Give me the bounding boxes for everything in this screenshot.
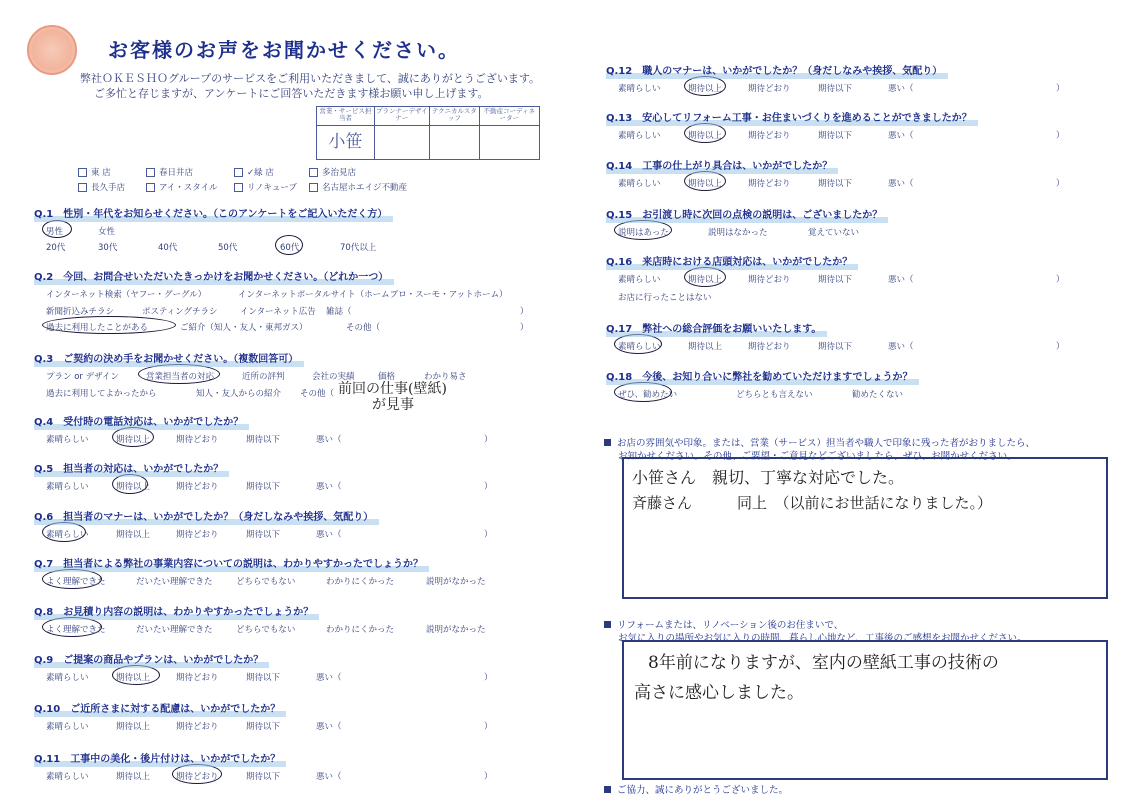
question-1: Q.1 性別・年代をお知らせください。（このアンケートをご記入いただく方） xyxy=(34,205,387,220)
answer-option[interactable]: 期待以下 xyxy=(246,722,281,732)
answer-option[interactable]: 期待以下 xyxy=(818,275,853,285)
after-reform-label-2: お気に入りの場所やお気に入りの時間、暮らし心地など、工事後のご感想をお聞かせください。 xyxy=(618,633,1027,644)
page-title: お客様のお声をお聞かせください。 xyxy=(108,38,460,62)
answer-option[interactable]: 素晴らしい xyxy=(618,342,661,352)
answer-option[interactable]: だいたい理解できた xyxy=(136,577,213,587)
answer-option[interactable]: ） xyxy=(484,772,493,782)
option[interactable]: プラン or デザイン xyxy=(46,372,120,382)
intro-line-2: ご多忙と存じますが、アンケートにご回答いただきます様お願い申し上げます。 xyxy=(94,87,489,100)
answer-option[interactable]: どちらでもない xyxy=(236,625,296,635)
question-11: Q.11 工事中の美化・後片付けは、いかがでしたか？ xyxy=(34,750,280,765)
answer-option[interactable]: 期待以上 xyxy=(688,84,723,94)
answer-option[interactable]: 悪い（ xyxy=(888,275,914,285)
answer-option[interactable]: 期待以上 xyxy=(688,131,723,141)
answer-option[interactable]: 覚えていない xyxy=(808,228,860,238)
option-age[interactable]: 30代 xyxy=(98,243,118,253)
answer-option[interactable]: 期待どおり xyxy=(748,179,791,189)
answer-option[interactable]: 期待以下 xyxy=(818,131,853,141)
answer-circle xyxy=(42,522,86,542)
question-10: Q.10 ご近所さまに対する配慮は、いかがでしたか？ xyxy=(34,700,280,715)
answer-option[interactable]: 期待以下 xyxy=(818,342,853,352)
answer-option[interactable]: 素晴らしい xyxy=(46,482,89,492)
answer-option[interactable]: だいたい理解できた xyxy=(136,625,213,635)
option[interactable]: インターネット検索（ヤフー・グーグル） xyxy=(46,290,207,300)
answer-option[interactable]: 素晴らしい xyxy=(46,530,89,540)
option[interactable]: ポスティングチラシ xyxy=(142,307,218,317)
company-seal xyxy=(27,25,77,75)
answer-option[interactable]: ） xyxy=(1056,84,1065,94)
answer-circle xyxy=(42,220,72,238)
answer-option[interactable]: ぜひ、勧めたい xyxy=(618,390,678,400)
question-15: Q.15 お引渡し時に次回の点検の説明は、ございましたか？ xyxy=(606,206,882,221)
option[interactable]: わかり易さ xyxy=(424,372,467,382)
free-comment-label: お店の雰囲気や印象。または、営業（サービス）担当者や職人で印象に残った者がおりましたら、 xyxy=(604,435,1035,449)
answer-circle xyxy=(112,665,160,685)
answer-option[interactable]: 期待以上 xyxy=(116,673,151,683)
free-comment-label-2: お知かせください。その他、ご要望・ご意見などございましたら、ぜひ、お聞かせください。 xyxy=(618,451,1017,462)
handwritten-comment: 斉藤さん 同上 （以前にお世話になりました。） xyxy=(632,494,993,512)
answer-option[interactable]: ） xyxy=(484,482,493,492)
answer-circle xyxy=(138,364,220,384)
staff-col-tech: テクニカルスタッフ xyxy=(429,107,479,126)
question-12: Q.12 職人のマナーは、いかがでしたか？（身だしなみや挨拶、気配り） xyxy=(606,62,942,77)
answer-circle xyxy=(614,382,672,402)
option-age[interactable]: 70代以上 xyxy=(340,243,377,253)
option-female[interactable]: 女性 xyxy=(98,227,116,237)
answer-option[interactable]: ） xyxy=(484,435,493,445)
option-age[interactable]: 20代 xyxy=(46,243,66,253)
staff-col-sales: 営業・サービス担当者 xyxy=(317,107,375,126)
question-8: Q.8 お見積り内容の説明は、わかりやすかったでしょうか？ xyxy=(34,603,313,618)
answer-option[interactable]: 期待以下 xyxy=(818,179,853,189)
answer-option[interactable]: 期待以上 xyxy=(116,772,151,782)
answer-option[interactable]: 期待どおり xyxy=(176,673,219,683)
store-item[interactable]: 名古屋ホエイジ不動産 xyxy=(309,181,407,193)
question-4: Q.4 受付時の電話対応は、いかがでしたか？ xyxy=(34,413,243,428)
answer-option[interactable]: 素晴らしい xyxy=(46,772,89,782)
answer-option[interactable]: どちらでもない xyxy=(236,577,296,587)
answer-option[interactable]: 説明はなかった xyxy=(708,228,768,238)
answer-circle xyxy=(42,569,102,589)
answer-option[interactable]: 悪い（ xyxy=(316,722,342,732)
answer-option[interactable]: 説明はあった xyxy=(618,228,669,238)
store-item[interactable]: 東 店 xyxy=(78,166,146,178)
answer-option[interactable]: 期待どおり xyxy=(176,435,219,445)
store-item[interactable]: 長久手店 xyxy=(78,181,146,193)
store-checklist xyxy=(78,166,438,193)
option-age[interactable]: 50代 xyxy=(218,243,238,253)
answer-option[interactable]: 期待以下 xyxy=(246,772,281,782)
question-5: Q.5 担当者の対応は、いかがでしたか？ xyxy=(34,460,223,475)
answer-option[interactable]: ） xyxy=(484,530,493,540)
option[interactable]: 雑誌（ xyxy=(326,307,352,317)
answer-option[interactable]: 期待以上 xyxy=(116,482,151,492)
answer-option[interactable]: 期待どおり xyxy=(176,722,219,732)
handwritten-answer: 前回の仕事(壁紙) xyxy=(338,381,447,397)
staff-col-estate: 不動産コーディネーター xyxy=(479,107,539,126)
answer-circle xyxy=(684,171,726,191)
store-item[interactable]: アイ・スタイル xyxy=(146,181,234,193)
answer-option[interactable]: 期待以上 xyxy=(116,722,151,732)
answer-circle xyxy=(684,76,726,96)
option[interactable]: 新聞折込みチラシ xyxy=(46,307,115,317)
question-3: Q.3 ご契約の決め手をお聞かせください。（複数回答可） xyxy=(34,350,298,365)
answer-option[interactable]: 悪い（ xyxy=(316,435,342,445)
question-6: Q.6 担当者のマナーは、いかがでしたか？（身だしなみや挨拶、気配り） xyxy=(34,508,373,523)
answer-option[interactable]: 悪い（ xyxy=(316,673,342,683)
answer-option[interactable]: 期待どおり xyxy=(748,275,791,285)
answer-option[interactable]: よく理解できた xyxy=(46,625,106,635)
answer-option[interactable]: 期待以上 xyxy=(688,179,723,189)
answer-option[interactable]: 期待どおり xyxy=(176,772,219,782)
option-male[interactable]: 男性 xyxy=(46,227,64,237)
store-item[interactable]: ✓緑 店 xyxy=(234,166,309,178)
answer-option[interactable]: 期待以上 xyxy=(688,342,723,352)
handwritten-comment: 高さに感心しました。 xyxy=(634,683,804,703)
answer-option[interactable]: 素晴らしい xyxy=(618,179,661,189)
answer-option[interactable]: ） xyxy=(1056,179,1065,189)
option[interactable]: 営業担当者の対応 xyxy=(146,372,215,382)
option[interactable]: 知人・友人からの紹介 xyxy=(196,389,282,399)
answer-option[interactable]: 勧めたくない xyxy=(852,390,904,400)
answer-circle xyxy=(112,474,151,494)
question-2: Q.2 今回、お問合せいただいたきっかけをお聞かせください。（どれか一つ） xyxy=(34,268,388,283)
staff-sales-name[interactable]: 小笹 xyxy=(317,126,375,160)
answer-option[interactable]: 期待どおり xyxy=(176,530,219,540)
option-age[interactable]: 40代 xyxy=(158,243,178,253)
store-item[interactable]: 春日井店 xyxy=(146,166,234,178)
answer-option[interactable]: よく理解できた xyxy=(46,577,106,587)
option[interactable]: その他（ xyxy=(300,389,335,399)
answer-option[interactable]: 期待以下 xyxy=(818,84,853,94)
answer-option[interactable]: 素晴らしい xyxy=(618,275,661,285)
answer-option[interactable]: 悪い（ xyxy=(316,772,342,782)
answer-circle xyxy=(42,617,102,637)
question-13: Q.13 安心してリフォーム工事・お住まいづくりを進めることができましたか？ xyxy=(606,109,972,124)
answer-circle xyxy=(684,267,726,287)
question-18: Q.18 今後、お知り合いに弊社を勧めていただけますでしょうか？ xyxy=(606,368,913,383)
answer-circle xyxy=(614,220,672,240)
answer-circle xyxy=(42,316,176,334)
option[interactable]: 価格 xyxy=(378,372,396,382)
answer-option[interactable]: 素晴らしい xyxy=(46,435,89,445)
handwritten-comment: 8年前になりますが、室内の壁紙工事の技術の xyxy=(648,653,999,673)
answer-circle xyxy=(172,764,222,784)
staff-table xyxy=(316,106,540,160)
answer-option[interactable]: 期待以下 xyxy=(246,673,281,683)
answer-option[interactable]: 期待どおり xyxy=(748,84,791,94)
option[interactable]: ご紹介（知人・友人・東邦ガス） xyxy=(180,323,308,333)
question-7: Q.7 担当者による弊社の事業内容についての説明は、わかりやすかったでしょうか？ xyxy=(34,555,423,570)
answer-option[interactable]: ） xyxy=(1056,131,1065,141)
answer-option[interactable]: 素晴らしい xyxy=(618,84,661,94)
answer-option[interactable]: 説明がなかった xyxy=(426,625,486,635)
answer-circle xyxy=(614,334,662,354)
answer-option[interactable]: 期待以上 xyxy=(116,435,151,445)
answer-option[interactable]: 素晴らしい xyxy=(618,131,661,141)
answer-option[interactable]: 悪い（ xyxy=(888,342,914,352)
answer-option[interactable]: ） xyxy=(484,722,493,732)
answer-option[interactable]: 期待どおり xyxy=(176,482,219,492)
answer-option[interactable]: 期待以下 xyxy=(246,530,281,540)
answer-option[interactable]: 悪い（ xyxy=(888,131,914,141)
option[interactable]: その他（ xyxy=(346,323,381,333)
answer-option[interactable]: お店に行ったことはない xyxy=(618,293,712,303)
answer-option[interactable]: わかりにくかった xyxy=(326,577,395,587)
answer-option[interactable]: 説明がなかった xyxy=(426,577,486,587)
answer-option[interactable]: 期待以上 xyxy=(688,275,723,285)
handwritten-comment: 小笹さん 親切、丁寧な対応でした。 xyxy=(632,468,905,487)
answer-option[interactable]: どちらとも言えない xyxy=(736,390,813,400)
after-reform-label: リフォームまたは、リノベーション後のお住まいで、 xyxy=(604,617,843,631)
answer-option[interactable]: 悪い（ xyxy=(316,530,342,540)
answer-option[interactable]: ） xyxy=(1056,342,1065,352)
answer-option[interactable]: 悪い（ xyxy=(888,84,914,94)
option[interactable]: 近所の評判 xyxy=(242,372,285,382)
option[interactable]: 過去に利用してよかったから xyxy=(46,389,157,399)
answer-option[interactable]: 期待どおり xyxy=(748,342,791,352)
answer-option[interactable]: ） xyxy=(484,673,493,683)
answer-option[interactable]: 素晴らしい xyxy=(46,673,89,683)
store-item[interactable]: 多治見店 xyxy=(309,166,356,178)
question-14: Q.14 工事の仕上がり具合は、いかがでしたか？ xyxy=(606,157,832,172)
store-item[interactable]: リノキューブ xyxy=(234,181,309,193)
answer-option[interactable]: 期待以下 xyxy=(246,435,281,445)
answer-option[interactable]: ） xyxy=(1056,275,1065,285)
footer-thanks: ご協力、誠にありがとうございました。 xyxy=(604,782,788,796)
answer-option[interactable]: わかりにくかった xyxy=(326,625,395,635)
question-9: Q.9 ご提案の商品やプランは、いかがでしたか？ xyxy=(34,651,263,666)
answer-option[interactable]: 悪い（ xyxy=(888,179,914,189)
option[interactable]: 会社の実績 xyxy=(312,372,355,382)
intro-line-1: 弊社ＯＫＥＳＨＯグループのサービスをご利用いただきまして、誠にありがとうございます。 xyxy=(80,72,541,85)
answer-option[interactable]: 悪い（ xyxy=(316,482,342,492)
paren: ） xyxy=(520,323,529,333)
answer-option[interactable]: 期待以下 xyxy=(246,482,281,492)
staff-col-planner: プランナーデザイナー xyxy=(374,107,429,126)
answer-option[interactable]: 素晴らしい xyxy=(46,722,89,732)
question-17: Q.17 弊社への総合評価をお願いいたします。 xyxy=(606,320,821,335)
option[interactable]: インターネット広告 xyxy=(240,307,316,317)
answer-circle xyxy=(112,427,154,447)
answer-option[interactable]: 期待以上 xyxy=(116,530,151,540)
answer-circle xyxy=(684,123,726,143)
answer-circle xyxy=(275,235,303,255)
option[interactable]: 過去に利用したことがある xyxy=(46,323,149,333)
question-16: Q.16 来店時における店頭対応は、いかがでしたか？ xyxy=(606,253,852,268)
answer-option[interactable]: 期待どおり xyxy=(748,131,791,141)
option-age[interactable]: 60代 xyxy=(280,243,300,253)
paren: ） xyxy=(520,307,529,317)
handwritten-answer: が見事 xyxy=(372,397,414,413)
option[interactable]: インターネットポータルサイト（ホームプロ・スーモ・アットホーム） xyxy=(238,290,508,300)
